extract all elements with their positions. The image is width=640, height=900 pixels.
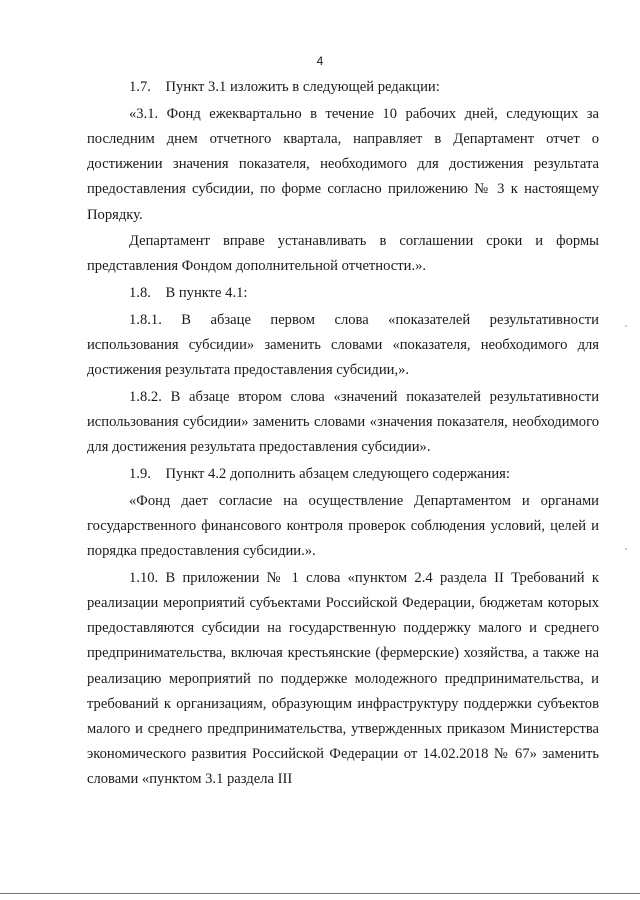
paragraph-3-1-quote: «3.1. Фонд ежеквартально в течение 10 рабочих дней, следующих за последним днем отчетного квартала, направляет в Департамент отчет о достижении значения показателя, необходимого для достижения результата предоставления субсидии, по форме согласно приложению № 3 к настоящему Порядку. bbox=[87, 105, 599, 223]
paragraph-1-8-1: 1.8.1. В абзаце первом слова «показателей результативности использования субсидии» заменить словами «показателя, необходимого для достижения результата предоставления субсидии,». bbox=[87, 311, 599, 379]
page-number: 4 bbox=[316, 54, 324, 68]
paragraph-1-8-2: 1.8.2. В абзаце втором слова «значений показателей результативности использования субсидии» заменить словами «значения показателя, необходимого для достижения результата предоставления субсидии». bbox=[87, 388, 599, 456]
paragraph-1-10: 1.10. В приложении № 1 слова «пунктом 2.4 раздела II Требований к реализации мероприятий субъектами Российской Федерации, бюджетам которых предоставляются субсидии на государственную поддержку малого и среднего предпринимательства, включая крестьянские (фермерские) хозяйства, а также на реализацию мероприятий по поддержке молодежного предпринимательства, и требований к организациям, образующим инфраструктуру поддержки субъектов малого и среднего предпринимательства, утвержденных приказом Министерства экономического развития Российской Федерации от 14.02.2018 № 67» заменить словами «пунктом 3.1 раздела III bbox=[87, 569, 599, 788]
scan-speck bbox=[625, 548, 627, 550]
scan-bottom-edge bbox=[0, 893, 640, 894]
paragraph-1-7: 1.7. Пункт 3.1 изложить в следующей редакции: bbox=[129, 79, 440, 95]
paragraph-fund-consent: «Фонд дает согласие на осуществление Департаментом и органами государственного финансового контроля проверок соблюдения условий, целей и порядка предоставления субсидии.». bbox=[87, 492, 599, 560]
scan-speck bbox=[625, 325, 627, 327]
paragraph-1-9: 1.9. Пункт 4.2 дополнить абзацем следующего содержания: bbox=[129, 466, 510, 483]
document-body bbox=[87, 75, 599, 794]
paragraph-1-8: 1.8. В пункте 4.1: bbox=[129, 285, 248, 302]
paragraph-department-reporting: Департамент вправе устанавливать в соглашении сроки и формы представления Фондом дополнительной отчетности.». bbox=[87, 233, 599, 275]
